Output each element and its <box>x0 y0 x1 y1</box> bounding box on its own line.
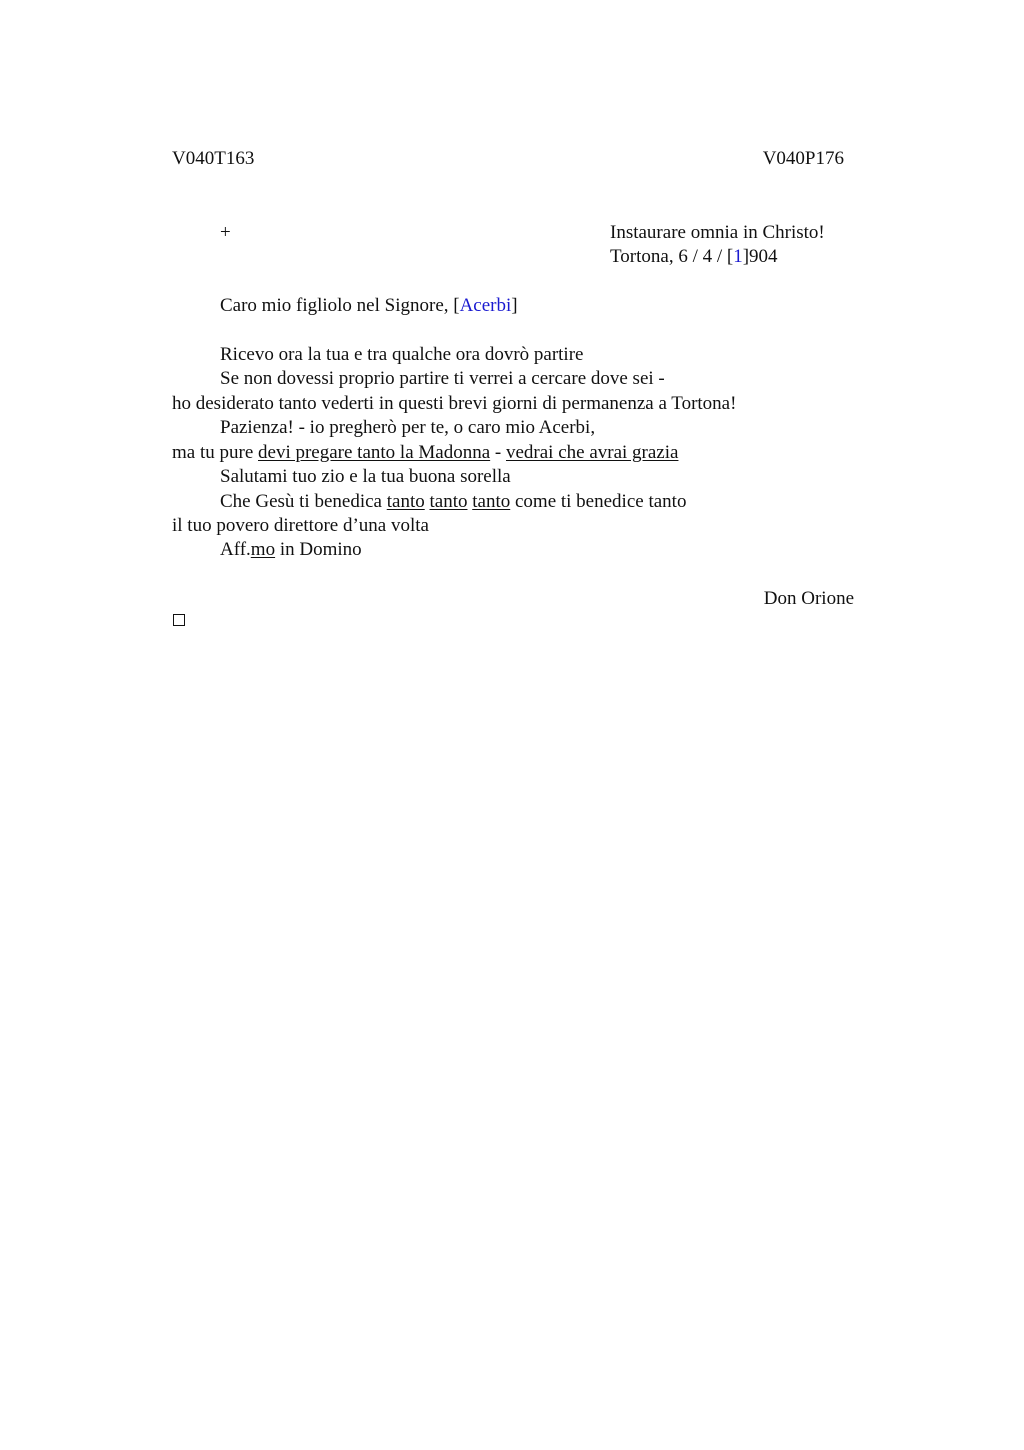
motto: Instaurare omnia in Christo! <box>610 222 825 243</box>
line7-tanto-3: tanto <box>472 491 511 512</box>
document-code-right: V040P176 <box>762 148 844 169</box>
body-line-2: Se non dovessi proprio partire ti verrei a cercare dove sei - <box>220 368 665 389</box>
line7-part-a: Che Gesù ti benedica <box>220 491 387 512</box>
body-line-5 <box>172 441 678 465</box>
signature: Don Orione <box>763 588 854 609</box>
body-line-7 <box>220 490 686 514</box>
date-bracket-digit: 1 <box>733 246 743 267</box>
line7-part-b: come ti benedice tanto <box>510 491 687 512</box>
line9-part-a: Aff. <box>220 539 251 560</box>
salutation-suffix: ] <box>511 295 518 316</box>
salutation-name: Acerbi <box>459 295 512 316</box>
line9-part-c: in Domino <box>275 539 362 560</box>
letter-date <box>610 245 778 269</box>
body-line-3: ho desiderato tanto vederti in questi brevi giorni di permanenza a Tortona! <box>172 393 737 414</box>
body-line-1: Ricevo ora la tua e tra qualche ora dovrò partire <box>220 344 584 365</box>
salutation <box>220 294 518 318</box>
line5-dash: - <box>490 442 506 463</box>
date-prefix: Tortona, 6 / 4 / [ <box>610 246 734 267</box>
line7-tanto-2: tanto <box>429 491 468 512</box>
body-line-9 <box>220 538 362 562</box>
date-suffix: ]904 <box>742 246 778 267</box>
body-line-4: Pazienza! - io pregherò per te, o caro mio Acerbi, <box>220 417 596 438</box>
body-line-6: Salutami tuo zio e la tua buona sorella <box>220 466 511 487</box>
cross-symbol: + <box>220 222 231 243</box>
line5-underlined-grazia: vedrai che avrai grazia <box>505 442 679 463</box>
body-line-8: il tuo povero direttore d’una volta <box>172 515 429 536</box>
end-square-icon <box>173 614 185 626</box>
line5-underlined-madonna: devi pregare tanto la Madonna <box>258 442 491 463</box>
line5-part-a: ma tu pure <box>172 442 259 463</box>
document-code-left: V040T163 <box>172 148 255 169</box>
salutation-prefix: Caro mio figliolo nel Signore, [ <box>220 295 460 316</box>
line9-underlined-mo: mo <box>250 539 276 560</box>
line7-tanto-1: tanto <box>386 491 425 512</box>
